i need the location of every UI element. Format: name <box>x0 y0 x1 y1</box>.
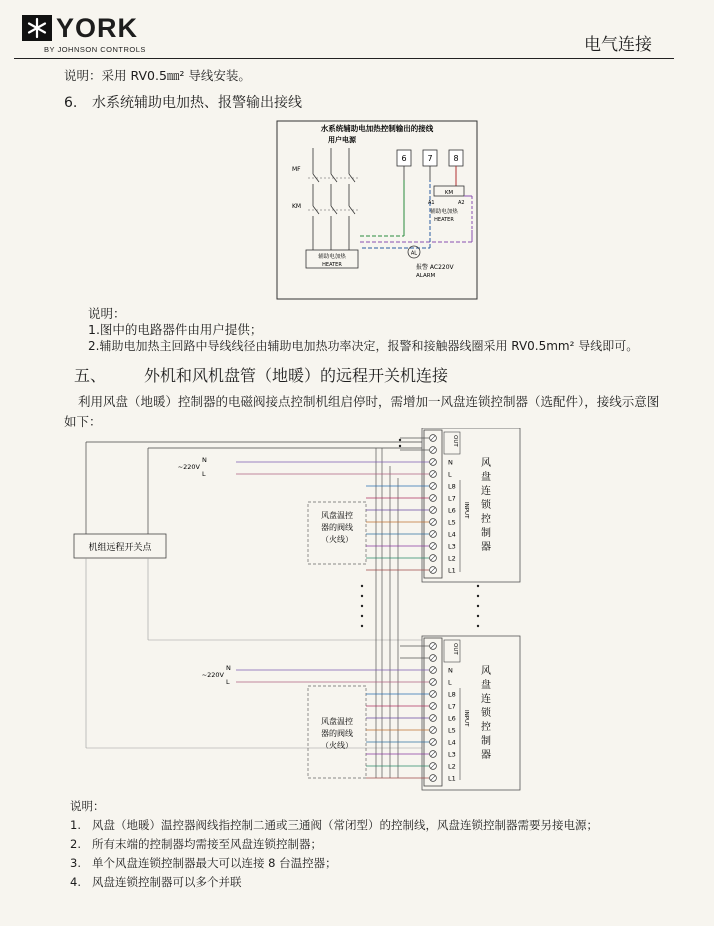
interlock-controller-lower <box>422 636 520 790</box>
heater-box-label: 辅助电加热 <box>318 254 346 260</box>
lower-terminal-label: L3 <box>448 750 456 759</box>
l-label-upper: L <box>202 470 206 478</box>
notes2-item-2: 2.辅助电加热主回路中导线线径由辅助电加热功率决定，报警和接触器线圈采用 RV0.5mm² 导线即可。 <box>88 339 639 353</box>
relay-a1: A1 <box>428 200 435 206</box>
notes3-item <box>70 835 690 854</box>
upper-terminal-label: L <box>448 470 452 479</box>
notes2-item-1: 1.图中的电路器件由用户提供； <box>88 322 263 337</box>
n-label-upper: N <box>202 456 207 464</box>
lower-terminal-label: L1 <box>448 774 456 783</box>
upper-name-char: 器 <box>481 542 491 553</box>
upper-terminal-label: L2 <box>448 554 456 563</box>
l-label-lower: L <box>226 678 230 686</box>
lower-out-label: OUT <box>452 643 458 655</box>
thermostat-upper-line2: 器的阀线 <box>321 523 353 532</box>
terminal-7-label: 7 <box>427 154 433 163</box>
snowflake-icon <box>22 15 52 41</box>
notes3-item-text: 所有末端的控制器均需接至风盘连锁控制器； <box>92 837 322 851</box>
relay-a2: A2 <box>458 200 465 206</box>
relay-km-label: KM <box>444 190 454 196</box>
diagram1-title: 水系统辅助电加热控制输出的接线 <box>320 124 434 133</box>
upper-terminal-label: L6 <box>448 506 456 515</box>
upper-name-char: 制 <box>481 528 491 539</box>
upper-name-char: 盘 <box>481 472 491 483</box>
upper-terminal-label: L4 <box>448 530 456 539</box>
brand-name: YORK <box>56 13 139 43</box>
notes3-item <box>70 854 690 873</box>
upper-outline <box>422 428 520 582</box>
lower-outline <box>422 636 520 790</box>
remote-switch-wiring-diagram <box>70 428 530 800</box>
section-5-title: 外机和风机盘管（地暖）的远程开关机连接 <box>144 366 449 385</box>
notes3-item-number: 2. <box>70 837 81 851</box>
voltage-upper: ~220V <box>177 463 200 471</box>
lower-terminal-label: L5 <box>448 726 456 735</box>
upper-terminal-label: L7 <box>448 494 456 503</box>
upper-name-char: 控 <box>481 514 491 525</box>
notes2-title: 说明： <box>88 306 126 321</box>
relay-heater-en: HEATER <box>434 217 454 223</box>
thermostat-upper-line1: 风盘温控 <box>321 511 353 520</box>
notes3-item <box>70 816 690 835</box>
upper-terminal-label: L1 <box>448 566 456 575</box>
brand-subtitle: BY JOHNSON CONTROLS <box>44 45 146 54</box>
interlock-controller-upper <box>422 428 520 582</box>
heater-box-label-en: HEATER <box>322 262 342 268</box>
section-6-title: 水系统辅助电加热、报警输出接线 <box>92 95 302 111</box>
page-title: 电气连接 <box>584 35 652 55</box>
lower-terminal-label: L <box>448 678 452 687</box>
diagram1-subtitle: 用户电源 <box>328 136 356 144</box>
voltage-lower: ~220V <box>201 671 224 679</box>
lower-terminal-label: L8 <box>448 690 456 699</box>
upper-name-char: 连 <box>481 486 491 497</box>
header-divider <box>14 58 674 59</box>
section-5-number: 五、 <box>74 366 107 385</box>
notes3-item-number: 4. <box>70 875 81 889</box>
lower-input-label: INPUT <box>463 710 469 727</box>
notes3-item-text: 单个风盘连锁控制器最大可以连接 8 台温控器； <box>92 856 337 870</box>
lower-name-char: 锁 <box>481 708 491 719</box>
notes3-item-number: 3. <box>70 856 81 870</box>
alarm-label: 报警 AC220V <box>416 264 454 271</box>
top-note: 说明：采用 RV0.5㎜² 导线安装。 <box>64 68 251 83</box>
n-label-lower: N <box>226 664 231 672</box>
thermostat-lower-line2: 器的阀线 <box>321 729 353 738</box>
lower-name-char: 连 <box>481 694 491 705</box>
thermostat-upper-line3: （火线） <box>321 535 353 544</box>
heater-alarm-wiring-diagram <box>276 120 478 300</box>
notes3-item-text: 风盘连锁控制器可以多个并联 <box>92 875 242 889</box>
notes3-list <box>70 816 690 892</box>
relay-heater-cn: 辅助电加热 <box>430 209 458 215</box>
lower-name-char: 器 <box>481 750 491 761</box>
lower-terminal-label: L7 <box>448 702 456 711</box>
upper-terminal-label: L3 <box>448 542 456 551</box>
notes3-item <box>70 873 690 892</box>
label-km: KM <box>292 203 302 210</box>
terminal-6-label: 6 <box>401 154 407 163</box>
terminal-8-label: 8 <box>453 154 459 163</box>
lower-terminal-label: L2 <box>448 762 456 771</box>
notes3-item-text: 风盘（地暖）温控器阀线指控制二通或三通阀（常闭型）的控制线，风盘连锁控制器需要另接电源； <box>92 818 598 832</box>
notes3-item-number: 1. <box>70 818 81 832</box>
upper-name-char: 风 <box>481 458 491 469</box>
remote-switch-label: 机组远程开关点 <box>88 543 152 553</box>
label-mf: MF <box>292 166 301 173</box>
upper-input-label: INPUT <box>463 502 469 519</box>
intro-paragraph: 利用风盘（地暖）控制器的电磁阀接点控制机组启停时，需增加一风盘连锁控制器（选配件），接线示意图如下： <box>64 394 660 429</box>
lower-name-char: 风 <box>481 666 491 677</box>
alarm-symbol-label: AL <box>410 250 418 257</box>
upper-terminal-label: N <box>448 458 453 467</box>
thermostat-lower-line3: （火线） <box>321 741 353 750</box>
lower-name-char: 盘 <box>481 680 491 691</box>
upper-terminal-label: L8 <box>448 482 456 491</box>
thermostat-lower-line1: 风盘温控 <box>321 717 353 726</box>
lower-name-char: 制 <box>481 736 491 747</box>
upper-out-label: OUT <box>452 435 458 447</box>
lower-name-char: 控 <box>481 722 491 733</box>
alarm-label-en: ALARM <box>416 273 436 279</box>
lower-terminal-label: L6 <box>448 714 456 723</box>
lower-terminal-label: L4 <box>448 738 456 747</box>
section-6-number: 6. <box>64 95 78 111</box>
notes3-title: 说明： <box>70 799 105 813</box>
upper-terminal-label: L5 <box>448 518 456 527</box>
lower-terminal-label: N <box>448 666 453 675</box>
upper-name-char: 锁 <box>481 500 491 511</box>
